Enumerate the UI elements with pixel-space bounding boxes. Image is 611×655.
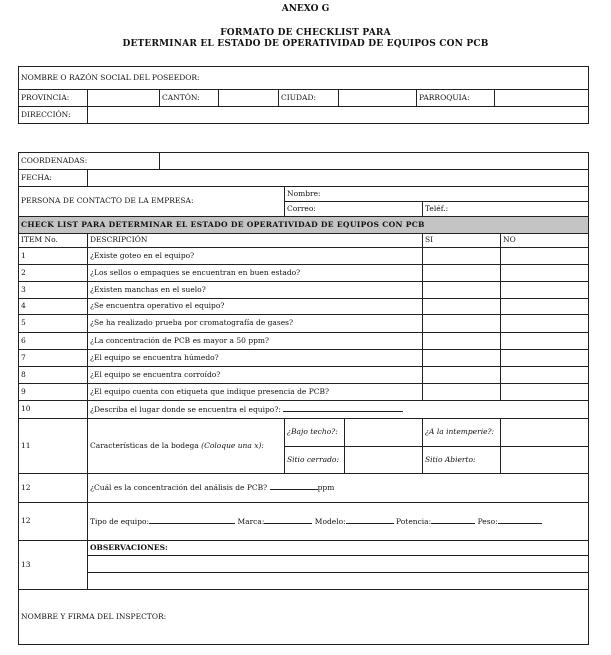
item-no-cell[interactable] — [501, 265, 589, 282]
table-row — [19, 248, 589, 265]
item-description: ¿El equipo cuenta con etiqueta que indique presencia de PCB? — [88, 384, 423, 401]
item-no-cell[interactable] — [501, 282, 589, 299]
item-description: ¿Existe goteo en el equipo? — [88, 248, 423, 265]
item-11-desc-note: (Coloque una x): — [201, 440, 264, 450]
open-site-checkbox[interactable] — [501, 447, 589, 474]
contact-name-field[interactable] — [285, 187, 589, 202]
under-roof-checkbox[interactable] — [345, 419, 423, 447]
item-yes-cell[interactable] — [423, 350, 501, 367]
item-12a-field[interactable] — [88, 474, 589, 503]
model-label: Modelo: — [314, 516, 346, 526]
city-label: CIUDAD: — [279, 90, 339, 107]
item-description: ¿Se ha realizado prueba por cromatografía de gases? — [88, 315, 423, 333]
under-roof-label: ¿Bajo techo?: — [285, 419, 345, 447]
col-header-description: DESCRIPCIÓN — [88, 234, 423, 248]
brand-label: Marca: — [237, 516, 265, 526]
item-yes-cell[interactable] — [423, 384, 501, 401]
form-title-line1: FORMATO DE CHECKLIST PARA — [220, 28, 391, 38]
checklist-items — [19, 248, 589, 401]
item-yes-cell[interactable] — [423, 315, 501, 333]
address-field[interactable] — [88, 107, 589, 124]
canton-label: CANTÓN: — [160, 90, 219, 107]
owner-name-label: NOMBRE O RAZÓN SOCIAL DEL POSEEDOR: — [21, 72, 200, 82]
coordinates-field[interactable] — [160, 153, 589, 170]
item-description: ¿Existen manchas en el suelo? — [88, 282, 423, 299]
table-row — [19, 315, 589, 333]
contact-phone-field[interactable] — [423, 202, 589, 217]
coordinates-label: COORDENADAS: — [19, 153, 160, 170]
model-line[interactable] — [346, 517, 394, 524]
date-field[interactable] — [88, 170, 589, 187]
item-number: 8 — [19, 367, 88, 384]
item-number: 4 — [19, 299, 88, 315]
observations-line-2[interactable] — [88, 573, 589, 590]
province-label: PROVINCIA: — [19, 90, 88, 107]
table-row — [19, 265, 589, 282]
pcb-concentration-question: ¿Cuál es la concentración del análisis de PCB? — [90, 483, 268, 493]
item-10-number: 10 — [19, 401, 88, 419]
inspector-label: NOMBRE Y FIRMA DEL INSPECTOR: — [21, 611, 167, 621]
pcb-concentration-line[interactable] — [270, 483, 318, 490]
brand-line[interactable] — [264, 517, 312, 524]
address-label: DIRECCIÓN: — [19, 107, 88, 124]
item-description: ¿Los sellos o empaques se encuentran en buen estado? — [88, 265, 423, 282]
item-no-cell[interactable] — [501, 333, 589, 350]
power-line[interactable] — [431, 517, 475, 524]
contact-name-label: Nombre: — [287, 188, 321, 198]
item-number: 7 — [19, 350, 88, 367]
city-field[interactable] — [339, 90, 417, 107]
item-no-cell[interactable] — [501, 315, 589, 333]
weight-line[interactable] — [498, 517, 542, 524]
item-10-answer-line[interactable] — [283, 405, 403, 412]
checklist-section-title: CHECK LIST PARA DETERMINAR EL ESTADO DE OPERATIVIDAD DE EQUIPOS CON PCB — [19, 217, 589, 234]
table-row — [19, 282, 589, 299]
contact-person-label: PERSONA DE CONTACTO DE LA EMPRESA: — [19, 187, 285, 217]
table-row — [19, 299, 589, 315]
equipment-details-field[interactable] — [88, 503, 589, 541]
col-header-no: NO — [501, 234, 589, 248]
ppm-unit: ppm — [317, 483, 335, 493]
weight-label: Peso: — [477, 516, 498, 526]
table-row — [19, 333, 589, 350]
item-no-cell[interactable] — [501, 350, 589, 367]
item-13-number: 13 — [19, 541, 88, 590]
item-number: 1 — [19, 248, 88, 265]
item-number: 3 — [19, 282, 88, 299]
item-yes-cell[interactable] — [423, 282, 501, 299]
owner-info-table — [18, 66, 589, 124]
annex-label: ANEXO G — [281, 4, 330, 14]
equipment-type-label: Tipo de equipo: — [90, 516, 150, 526]
table-row — [19, 350, 589, 367]
power-label: Potencia: — [396, 516, 432, 526]
parish-field[interactable] — [495, 90, 589, 107]
checklist-table — [18, 152, 589, 645]
canton-field[interactable] — [219, 90, 279, 107]
col-header-yes: SI — [423, 234, 501, 248]
item-description: ¿El equipo se encuentra húmedo? — [88, 350, 423, 367]
observations-line-1[interactable] — [88, 556, 589, 573]
outdoors-label: ¿A la intemperie?: — [423, 419, 501, 447]
province-field[interactable] — [88, 90, 160, 107]
item-yes-cell[interactable] — [423, 265, 501, 282]
item-yes-cell[interactable] — [423, 333, 501, 350]
col-header-item: ITEM No. — [19, 234, 88, 248]
item-10-field[interactable] — [88, 401, 589, 419]
item-yes-cell[interactable] — [423, 299, 501, 315]
item-description: ¿El equipo se encuentra corroído? — [88, 367, 423, 384]
item-no-cell[interactable] — [501, 367, 589, 384]
item-12b-number: 12 — [19, 503, 88, 541]
inspector-signature-field[interactable] — [19, 590, 589, 645]
item-10-question: ¿Describa el lugar donde se encuentra el equipo?: — [90, 404, 281, 414]
item-11-number: 11 — [19, 419, 88, 474]
contact-email-field[interactable] — [285, 202, 423, 217]
item-no-cell[interactable] — [501, 299, 589, 315]
form-title-line2: DETERMINAR EL ESTADO DE OPERATIVIDAD DE EQUIPOS CON PCB — [122, 39, 489, 49]
equipment-type-line[interactable] — [149, 517, 235, 524]
contact-phone-label: Teléf.: — [425, 203, 449, 213]
table-row — [19, 367, 589, 384]
outdoors-checkbox[interactable] — [501, 419, 589, 447]
owner-name-field[interactable] — [19, 67, 589, 90]
item-description: ¿Se encuentra operativo el equipo? — [88, 299, 423, 315]
open-site-label: Sitio Abierto: — [423, 447, 501, 474]
item-number: 5 — [19, 315, 88, 333]
table-row — [19, 384, 589, 401]
item-no-cell[interactable] — [501, 384, 589, 401]
item-number: 9 — [19, 384, 88, 401]
item-yes-cell[interactable] — [423, 248, 501, 265]
observations-label: OBSERVACIONES: — [88, 541, 589, 556]
parish-label: PARROQUIA: — [417, 90, 495, 107]
closed-site-checkbox[interactable] — [345, 447, 423, 474]
date-label: FECHA: — [19, 170, 88, 187]
item-description: ¿La concentración de PCB es mayor a 50 ppm? — [88, 333, 423, 350]
item-11-description — [88, 419, 285, 474]
item-12a-number: 12 — [19, 474, 88, 503]
item-no-cell[interactable] — [501, 248, 589, 265]
item-number: 2 — [19, 265, 88, 282]
contact-email-label: Correo: — [287, 203, 316, 213]
item-11-desc-main: Características de la bodega — [90, 440, 199, 450]
closed-site-label: Sitio cerrado: — [285, 447, 345, 474]
item-number: 6 — [19, 333, 88, 350]
item-yes-cell[interactable] — [423, 367, 501, 384]
